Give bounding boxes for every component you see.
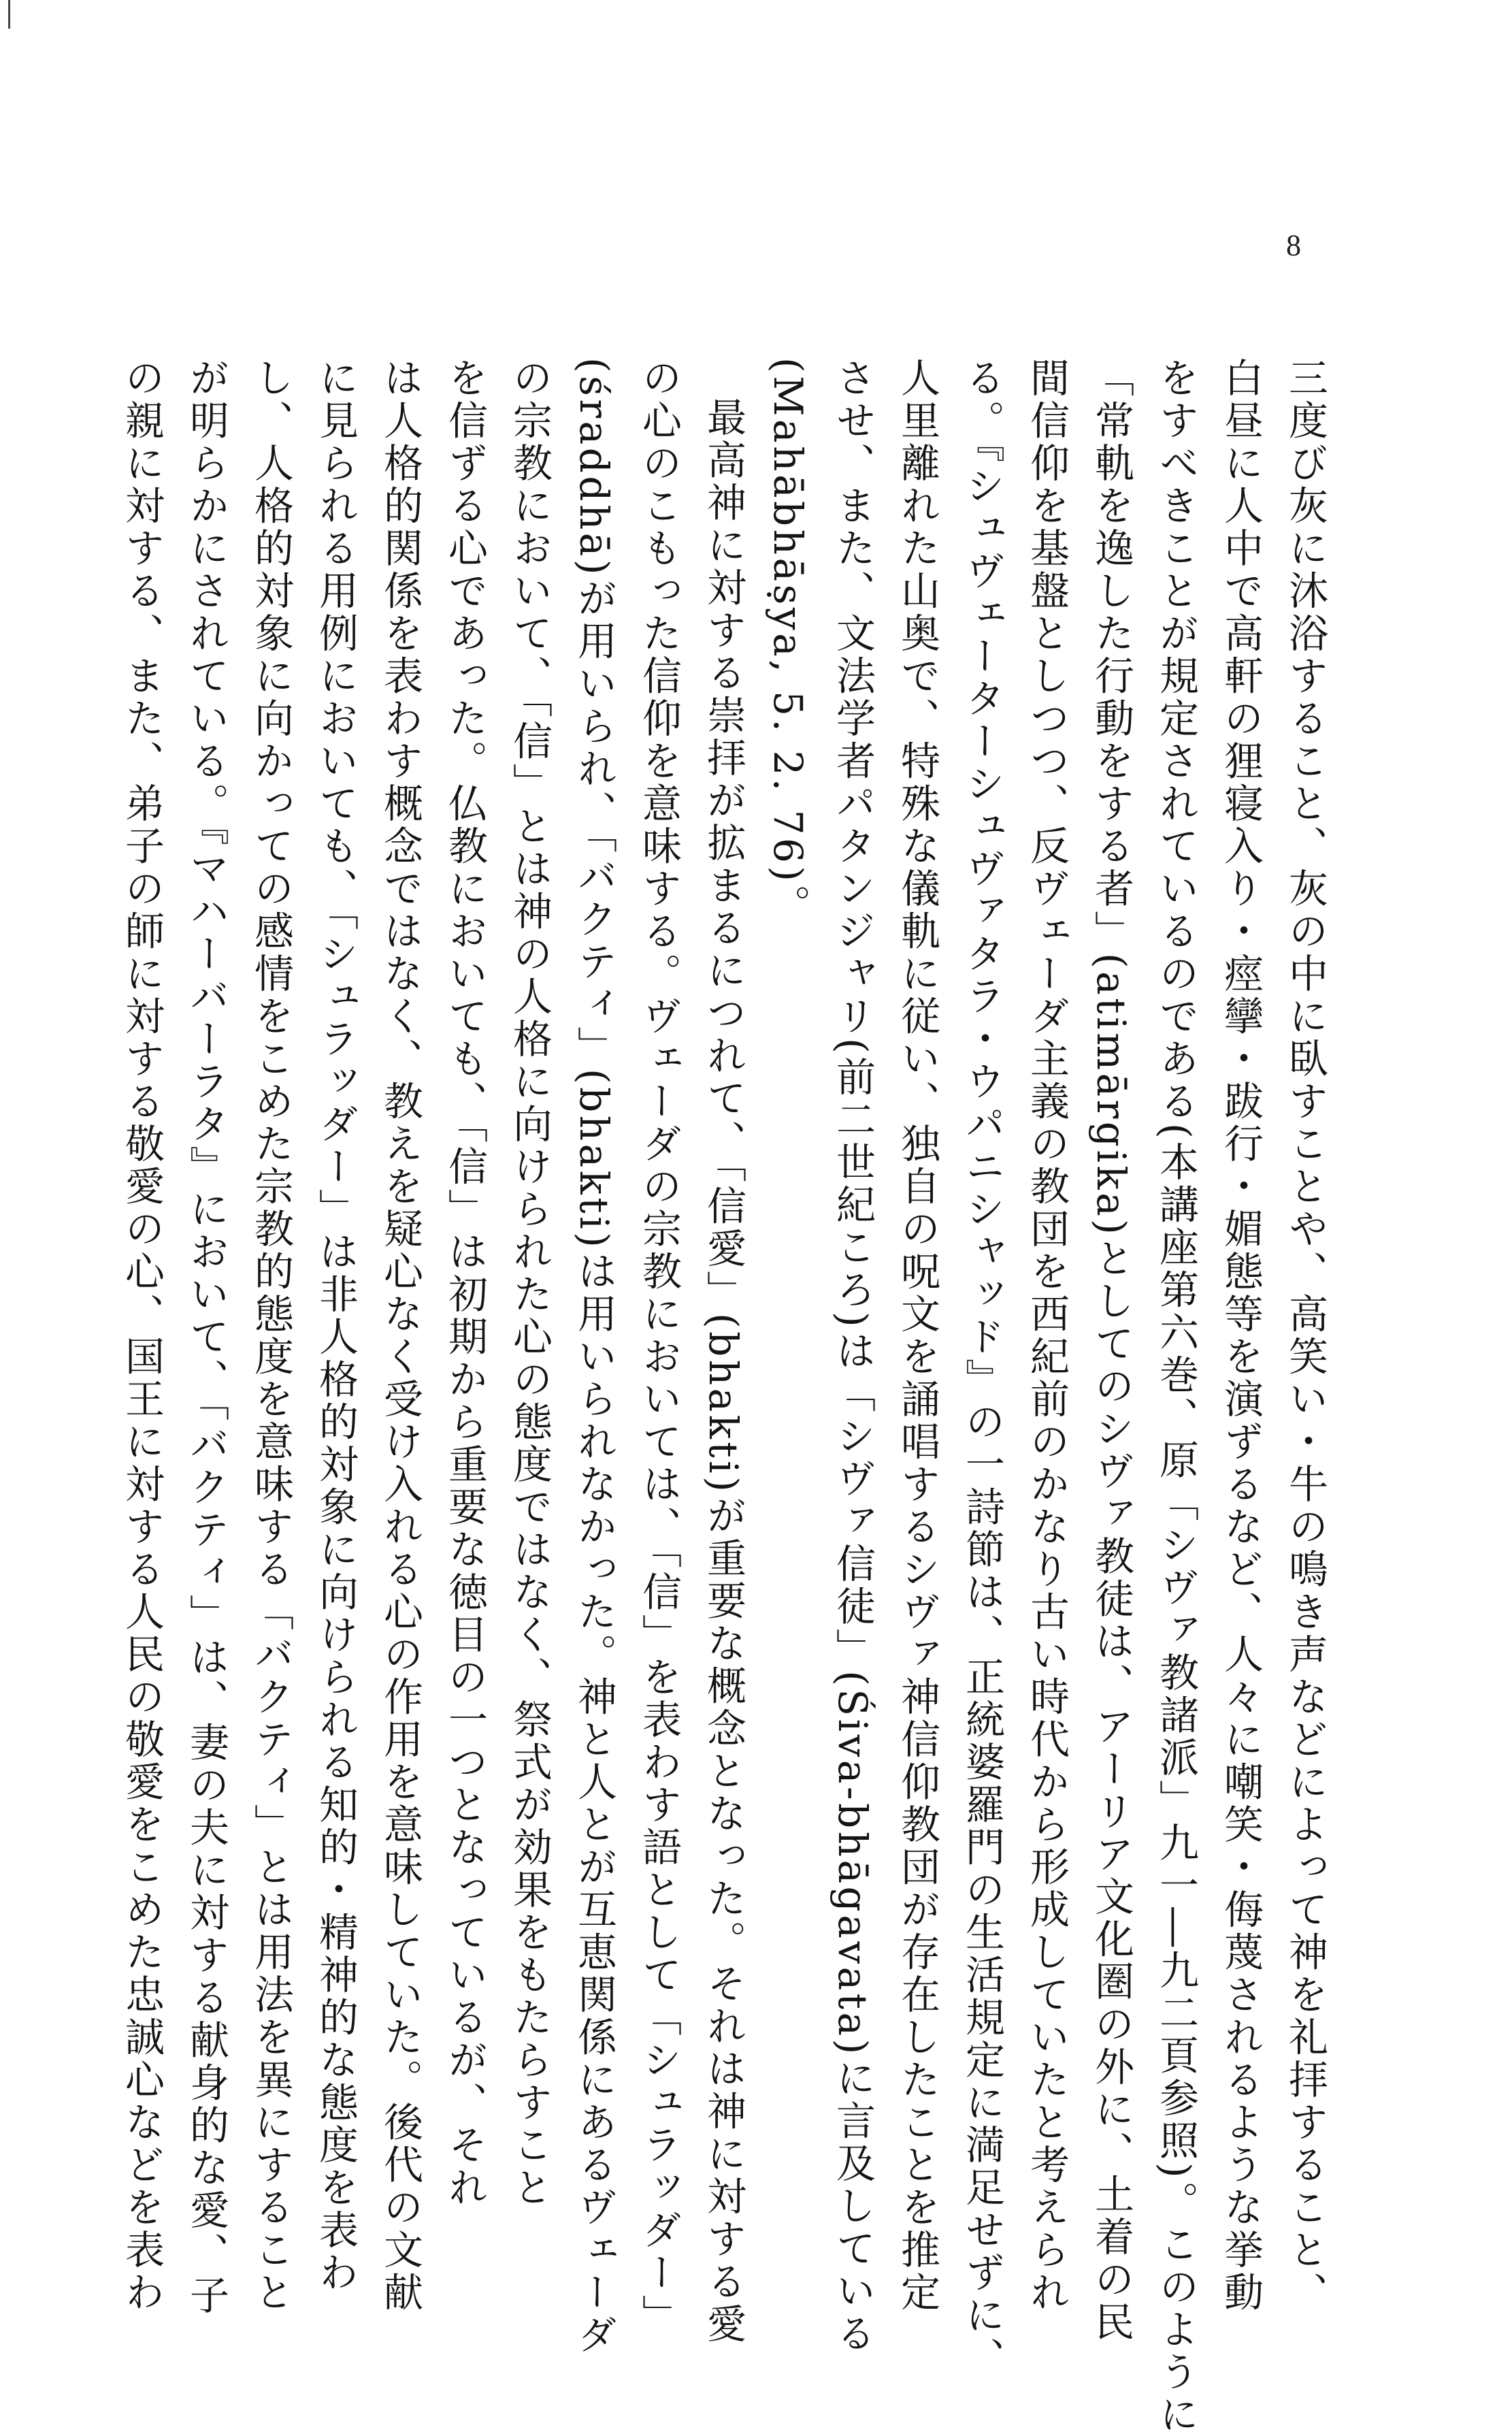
text-line: る。『シュヴェーターシュヴァタラ・ウパニシャッド』の一詩節は、正統婆羅門の生活規定に満足せずに、 [959,357,1005,2380]
text-line: の親に対する、また、弟子の師に対する敬愛の心、国王に対する人民の敬愛をこめた忠誠心などを表わ [118,357,165,2314]
text-line: の心のこもった信仰を意味する。ヴェーダの宗教においては、「信」を表わす語として「シュラッダー」 [636,357,682,2337]
text-line: 三度び灰に沐浴すること、灰の中に臥すことや、高笑い・牛の鳴き声などによって神を礼拝すること、 [1282,357,1328,2314]
text-line: 人里離れた山奥で、特殊な儀軌に従い、独自の呪文を誦唱するシヴァ神信仰教団が存在したことを推定 [894,357,940,2314]
text-line: に見られる用例においても、「シュラッダー」は非人格的対象に向けられる知的・精神的な態度を表わ [312,357,359,2294]
text-line: (śraddhā)が用いられ、「バクティ」(bhakti)は用いられなかった。神と人とが互恵関係にあるヴェーダ [571,357,617,2357]
text-line: (Mahābhāṣya, 5. 2. 76)。 [765,357,811,928]
text-line: を信ずる心であった。仏教においても、「信」は初期から重要な徳目の一つとなっているが、それ [442,357,488,2209]
vertical-text-body [118,357,1337,2436]
page-number: 8 [1286,229,1301,262]
text-line: 白昼に人中で高軒の狸寝入り・痙攣・跋行・媚態等を演ずるなど、人々に嘲笑・侮蔑されるような挙動 [1217,357,1264,2314]
paragraph-start-line: 最高神に対する崇拝が拡まるにつれて、「信愛」(bhakti)が重要な概念となった。それは神に対する愛 [700,397,746,2346]
text-line: 間信仰を基盤としつつ、反ヴェーダ主義の教団を西紀前のかなり古い時代から形成していたと考えられ [1023,357,1070,2314]
text-line: が明らかにされている。『マハーバーラタ』において、「バクティ」は、妻の夫に対する献身的な愛、子 [183,357,229,2318]
text-line: させ、また、文法学者パタンジャリ(前二世紀ころ)は「シヴァ信徒」(Śiva-bhāgavata)に言及している [829,357,876,2356]
text-line: をすべきことが規定されているのである(本講座第六巻、原「シヴァ教諸派」九一―九二頁参照)。このように [1153,357,1199,2436]
text-line: し、人格的対象に向かっての感情をこめた宗教的態度を意味する「バクティ」とは用法を異にすること [248,357,294,2314]
margin-mark [8,0,10,29]
text-line: は人格的関係を表わす概念ではなく、教えを疑心なく受け入れる心の作用を意味していた。後代の文献 [377,357,423,2314]
text-line: の宗教において、「信」とは神の人格に向けられた心の態度ではなく、祭式が効果をもたらすこと [506,357,553,2209]
text-line: 「常軌を逸した行動をする者」(atimārgika)としてのシヴァ教徒は、アーリア文化圏の外に、土着の民 [1088,357,1134,2344]
